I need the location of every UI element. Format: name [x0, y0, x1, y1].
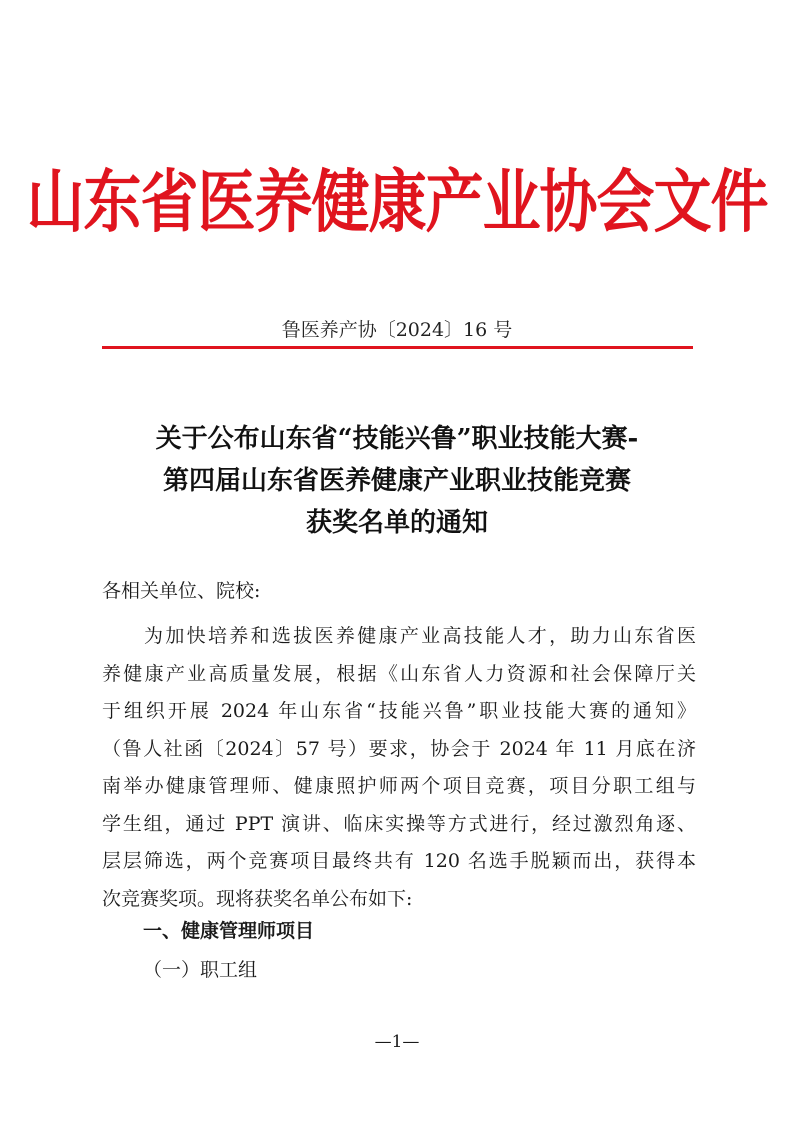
- paragraph-line: （鲁人社函〔2024〕57 号）要求，协会于 2024 年 11 月底在济: [102, 737, 696, 760]
- notice-title-line: 第四届山东省医养健康产业职业技能竞赛: [162, 466, 631, 496]
- red-separator-line: [102, 346, 693, 349]
- paragraph-line: 养健康产业高质量发展，根据《山东省人力资源和社会保障厅关: [102, 662, 696, 685]
- notice-title-line: 获奖名单的通知: [305, 508, 488, 538]
- paragraph-line: 为加快培养和选拔医养健康产业高技能人才，助力山东省医: [144, 625, 696, 647]
- salutation: 各相关单位、院校:: [102, 580, 261, 602]
- body-paragraph: [102, 618, 696, 918]
- paragraph-line: 次竞赛奖项。现将获奖名单公布如下:: [102, 887, 413, 910]
- page-number: —1—: [374, 1032, 420, 1052]
- section-heading: 一、健康管理师项目: [143, 920, 315, 942]
- paragraph-line: 层层筛选，两个竞赛项目最终共有 120 名选手脱颖而出，获得本: [102, 850, 696, 872]
- notice-title: [90, 418, 704, 544]
- notice-title-line: 关于公布山东省“技能兴鲁”职业技能大赛-: [155, 424, 639, 454]
- paragraph-line: 于组织开展 2024 年山东省“技能兴鲁”职业技能大赛的通知》: [102, 700, 696, 722]
- org-document-header: 山东省医养健康产业协会文件: [26, 161, 768, 243]
- paragraph-line: 学生组，通过 PPT 演讲、临床实操等方式进行，经过激烈角逐、: [102, 812, 696, 835]
- paragraph-line: 南举办健康管理师、健康照护师两个项目竞赛，项目分职工组与: [102, 775, 696, 797]
- document-number: 鲁医养产协〔2024〕16 号: [281, 319, 513, 341]
- sub-heading: （一）职工组: [143, 959, 258, 981]
